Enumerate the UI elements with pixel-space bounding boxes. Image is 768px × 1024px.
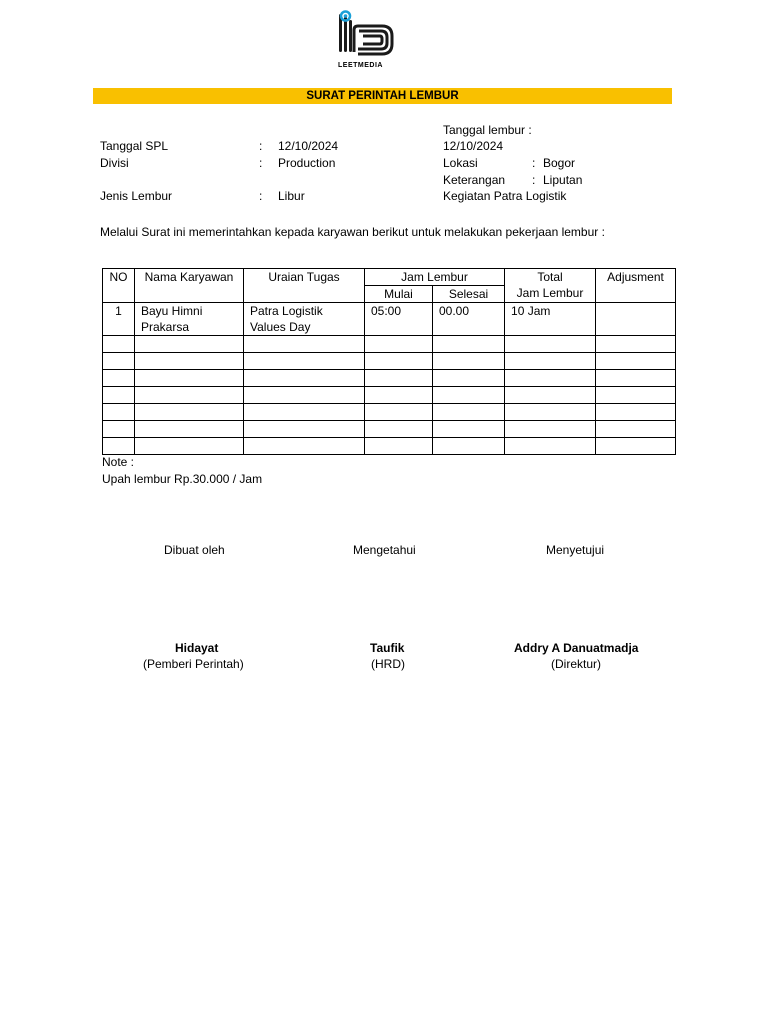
cell-mulai: 05:00 xyxy=(365,303,433,336)
jenis-lembur-value: Libur xyxy=(278,189,305,203)
table-header-row xyxy=(103,269,676,286)
col-selesai-header: Selesai xyxy=(433,286,505,303)
table-row-empty xyxy=(103,336,676,353)
table-row-empty xyxy=(103,421,676,438)
col-jam-lembur-header: Jam Lembur xyxy=(365,269,505,286)
col-no-header: NO xyxy=(103,269,135,303)
overtime-table xyxy=(102,268,676,455)
table-row-empty xyxy=(103,387,676,404)
signature-caption-mengetahui: Mengetahui xyxy=(353,543,416,557)
signature-role-pemberi: (Pemberi Perintah) xyxy=(143,657,244,671)
signature-name-taufik: Taufik xyxy=(370,641,405,655)
col-nama-header: Nama Karyawan xyxy=(135,269,244,303)
table-row-empty xyxy=(103,438,676,455)
col-mulai-header: Mulai xyxy=(365,286,433,303)
signature-role-direktur: (Direktur) xyxy=(551,657,601,671)
note-text: Upah lembur Rp.30.000 / Jam xyxy=(102,472,263,486)
tanggal-spl-label: Tanggal SPL xyxy=(100,139,169,153)
lokasi-value: Bogor xyxy=(543,156,576,170)
keterangan-value: Liputan xyxy=(543,173,583,187)
table-row-empty xyxy=(103,353,676,370)
lokasi-label: Lokasi xyxy=(443,156,478,170)
col-total-header xyxy=(505,269,596,303)
intro-text: Melalui Surat ini memerintahkan kepada karyawan berikut untuk melakukan pekerjaan lembur : xyxy=(100,225,605,239)
signature-name-addry: Addry A Danuatmadja xyxy=(514,641,639,655)
tanggal-spl-value: 12/10/2024 xyxy=(278,139,339,153)
cell-no: 1 xyxy=(103,303,135,336)
document-title: SURAT PERINTAH LEMBUR xyxy=(93,88,672,104)
cell-nama xyxy=(135,303,244,336)
col-total-header-line1: Total xyxy=(537,270,563,284)
lokasi-colon: : xyxy=(532,156,536,170)
jenis-lembur-label: Jenis Lembur xyxy=(100,189,173,203)
signature-name-hidayat: Hidayat xyxy=(175,641,219,655)
cell-adjusment xyxy=(596,303,676,336)
cell-uraian-line1: Patra Logistik xyxy=(250,304,323,318)
col-adjusment-header: Adjusment xyxy=(596,269,676,303)
tanggal-lembur-value: 12/10/2024 xyxy=(443,139,504,153)
keterangan-label: Keterangan xyxy=(443,173,506,187)
divisi-value: Production xyxy=(278,156,336,170)
tanggal-lembur-label: Tanggal lembur : xyxy=(443,123,532,137)
signature-role-hrd: (HRD) xyxy=(371,657,405,671)
note-label: Note : xyxy=(102,455,135,469)
keterangan-colon: : xyxy=(532,173,536,187)
table-row-empty xyxy=(103,370,676,387)
divisi-colon: : xyxy=(259,156,263,170)
keterangan-detail: Kegiatan Patra Logistik xyxy=(443,189,567,203)
cell-uraian xyxy=(244,303,365,336)
tanggal-spl-colon: : xyxy=(259,139,263,153)
table-row xyxy=(103,303,676,336)
col-uraian-header: Uraian Tugas xyxy=(244,269,365,303)
cell-total: 10 Jam xyxy=(505,303,596,336)
jenis-lembur-colon: : xyxy=(259,189,263,203)
cell-nama-line2: Prakarsa xyxy=(141,320,190,334)
divisi-label: Divisi xyxy=(100,156,129,170)
logo-text: LEETMEDIA xyxy=(338,62,383,69)
signature-caption-dibuat: Dibuat oleh xyxy=(164,543,225,557)
table-row-empty xyxy=(103,404,676,421)
cell-selesai: 00.00 xyxy=(433,303,505,336)
col-total-header-line2: Jam Lembur xyxy=(516,286,584,300)
signature-caption-menyetujui: Menyetujui xyxy=(546,543,605,557)
cell-nama-line1: Bayu Himni xyxy=(141,304,203,318)
cell-uraian-line2: Values Day xyxy=(250,320,311,334)
